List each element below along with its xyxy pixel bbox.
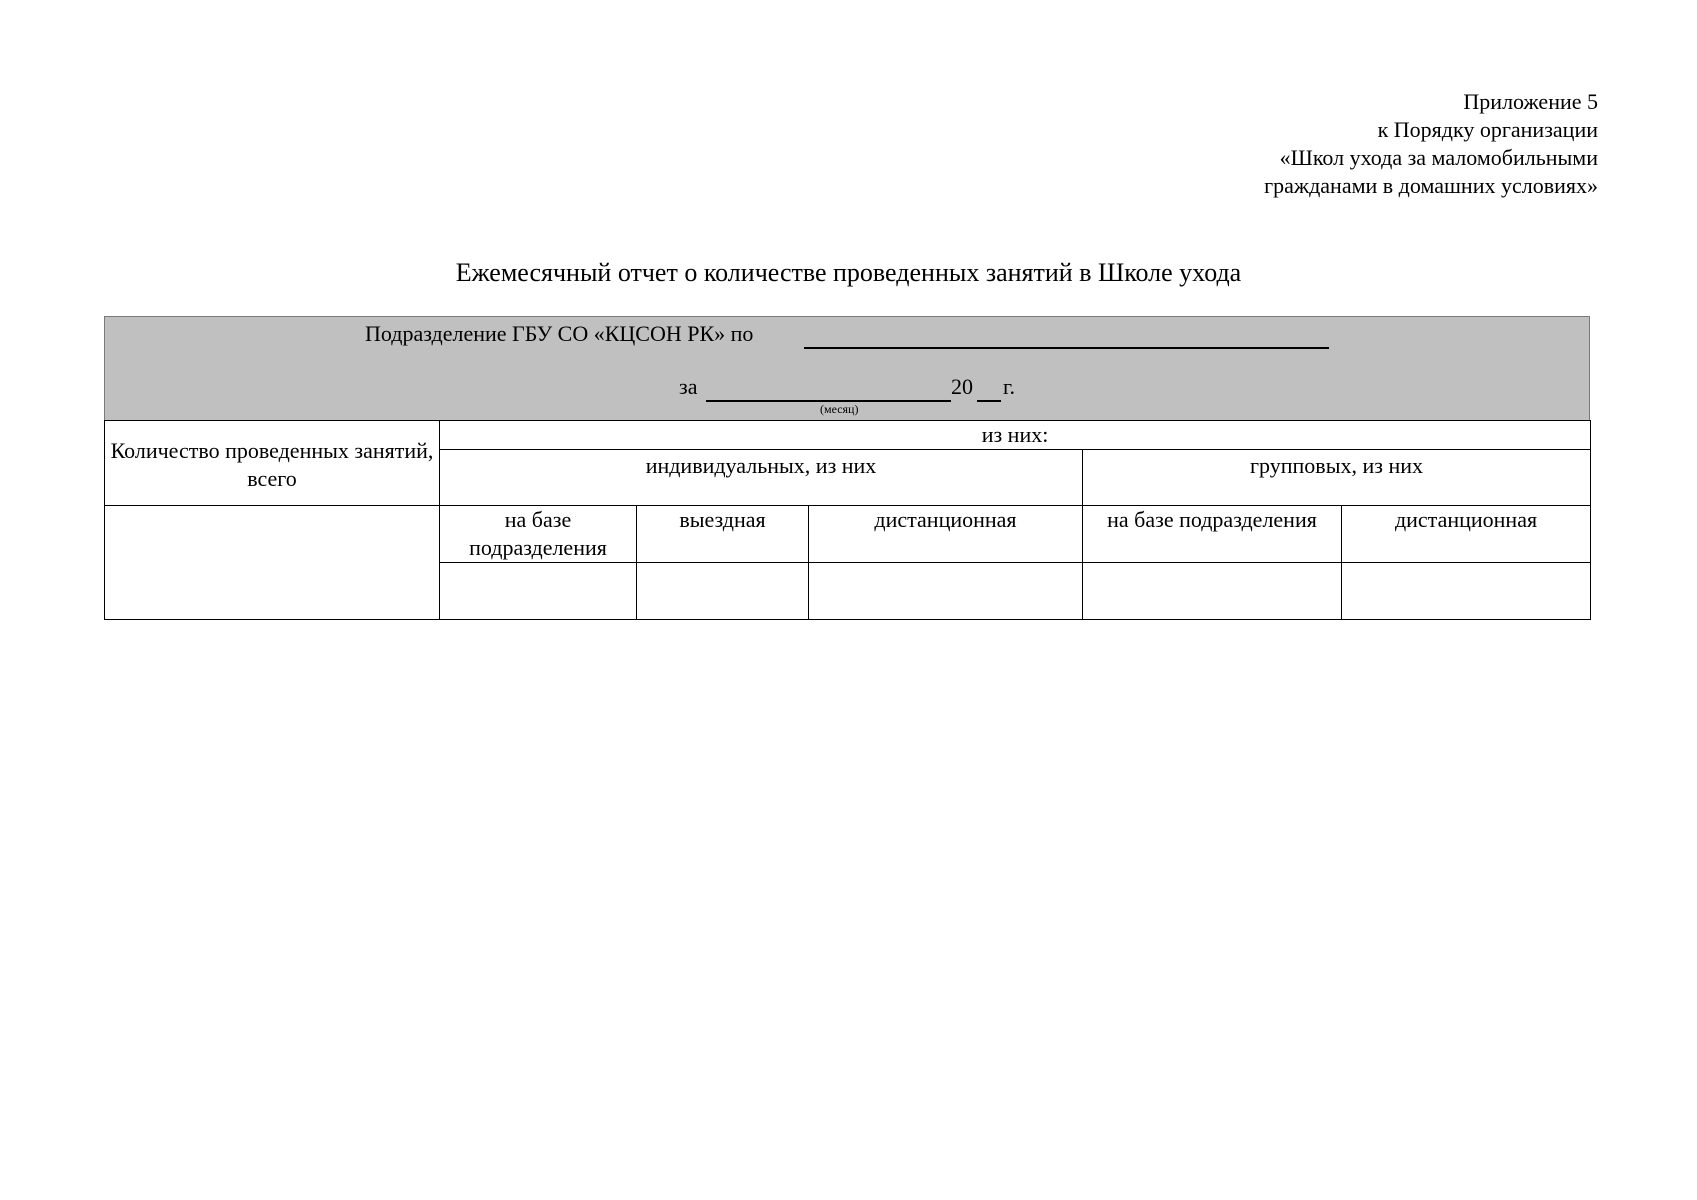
of-them-header: из них: [440,421,1591,450]
total-sessions-cell[interactable] [105,506,440,620]
year-fill-line[interactable] [977,400,1001,402]
table-row [105,506,1591,563]
total-sessions-header: Количество проведенных занятий, всего [105,421,440,506]
report-title: Ежемесячный отчет о количестве проведенных занятий в Школе ухода [455,258,1242,287]
period-prefix: за [679,374,698,399]
group-remote-cell[interactable] [1342,563,1591,620]
individual-base-cell[interactable] [440,563,637,620]
appendix-line: «Школ ухода за маломобильными [1279,145,1598,170]
subheader-group-base: на базе подразделения [1083,506,1342,563]
subheader-group-remote: дистанционная [1342,506,1591,563]
individual-remote-cell[interactable] [809,563,1083,620]
year-prefix: 20 [951,374,973,399]
table-row [105,421,1591,450]
subheader-individual-field: выездная [637,506,809,563]
subheader-individual-base: на базе подразделения [440,506,637,563]
report-header-box [104,316,1590,420]
group-header: групповых, из них [1083,450,1591,506]
appendix-line: к Порядку организации [1377,117,1598,142]
department-fill-line[interactable] [804,347,1329,349]
appendix-block [1264,88,1598,200]
department-label: Подразделение ГБУ СО «КЦСОН РК» по [365,321,754,346]
report-table [104,420,1591,620]
individual-header: индивидуальных, из них [440,450,1083,506]
appendix-line: гражданами в домашних условиях» [1264,173,1598,198]
individual-field-cell[interactable] [637,563,809,620]
appendix-line: Приложение 5 [1463,89,1598,114]
year-suffix: г. [1003,374,1016,399]
month-caption: (месяц) [820,402,859,416]
subheader-individual-remote: дистанционная [809,506,1083,563]
group-base-cell[interactable] [1083,563,1342,620]
